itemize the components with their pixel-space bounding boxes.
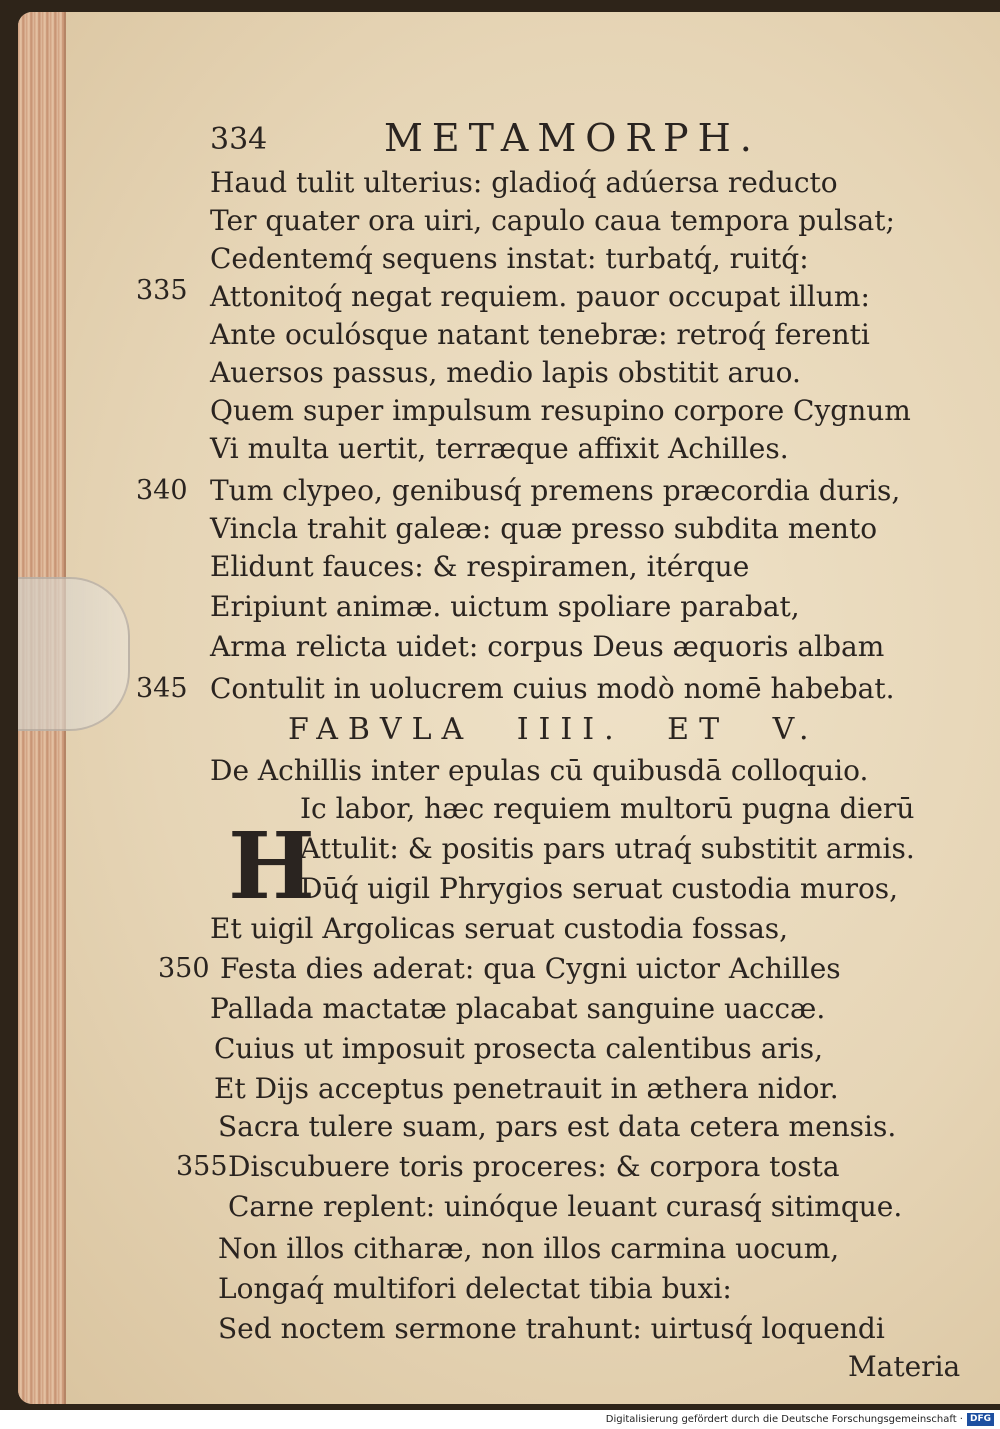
verse-line: Longaq́ multifori delectat tibia buxi: [218,1272,732,1305]
book-clasp [18,577,130,731]
verse-line: Cedentemq́ sequens instat: turbatq́, ruitq́: [210,242,809,275]
verse-line: Ic labor, hæc requiem multorū pugna dierū [300,792,915,825]
verse-line: Sacra tulere suam, pars est data cetera mensis. [218,1110,897,1143]
line-number: 350 [158,953,210,984]
drop-cap: H [228,812,315,920]
verse-line: Eripiunt animæ. uictum spoliare parabat, [210,590,800,623]
verse-line: Auersos passus, medio lapis obstitit aruo. [210,356,801,389]
verse-line: Vi multa uertit, terræque affixit Achilles. [210,432,789,465]
line-number: 340 [136,475,188,506]
funding-note: Digitalisierung gefördert durch die Deutsche Forschungsgemeinschaft · [605,1414,963,1425]
line-number: 345 [136,673,188,704]
argument-line: De Achillis inter epulas cū quibusdā colloquio. [210,754,869,787]
fabula-heading: FABVLA IIII. ET V. [288,712,819,747]
verse-line: Et uigil Argolicas seruat custodia fossas, [210,912,789,945]
verse-line: Cuius ut imposuit prosecta calentibus aris, [214,1032,823,1065]
verse-line: Attonitoq́ negat requiem. pauor occupat illum: [210,280,870,313]
verse-line: Attulit: & positis pars utraq́ substitit armis. [300,832,915,865]
book-page [18,12,1000,1404]
running-head: METAMORPH. [384,116,761,160]
verse-line: Et Dijs acceptus penetrauit in æthera nidor. [214,1072,839,1105]
digitization-footer [0,1410,1000,1429]
verse-line: Arma relicta uidet: corpus Deus æquoris albam [210,630,885,663]
verse-line: Quem super impulsum resupino corpore Cygnum [210,394,911,427]
verse-line: Festa dies aderat: qua Cygni uictor Achilles [220,952,841,985]
dfg-logo[interactable]: DFG [967,1413,994,1426]
verse-line: Haud tulit ulterius: gladioq́ adúersa reducto [210,166,838,199]
verse-line: Tum clypeo, genibusq́ premens præcordia duris, [210,474,901,507]
verse-line: Non illos citharæ, non illos carmina uocum, [218,1232,840,1265]
verse-line: Dūq́ uigil Phrygios seruat custodia muros, [300,872,899,905]
line-number: 355 [176,1151,228,1182]
page-number: 334 [210,122,268,157]
verse-line: Discubuere toris proceres: & corpora tosta [228,1150,840,1183]
verse-line: Pallada mactatæ placabat sanguine uaccæ. [210,992,826,1025]
verse-line: Elidunt fauces: & respiramen, itérque [210,550,750,583]
verse-line: Ante oculósque natant tenebræ: retroq́ ferenti [210,318,870,351]
catchword: Materia [848,1350,961,1383]
verse-line: Ter quater ora uiri, capulo caua tempora pulsat; [210,204,895,237]
verse-line: Contulit in uolucrem cuius modò nomē habebat. [210,672,895,705]
verse-line: Carne replent: uinóque leuant curasq́ sitimque. [228,1190,903,1223]
verse-line: Vincla trahit galeæ: quæ presso subdita mento [210,512,878,545]
line-number: 335 [136,275,188,306]
verse-line: Sed noctem sermone trahunt: uirtusq́ loquendi [218,1312,885,1345]
